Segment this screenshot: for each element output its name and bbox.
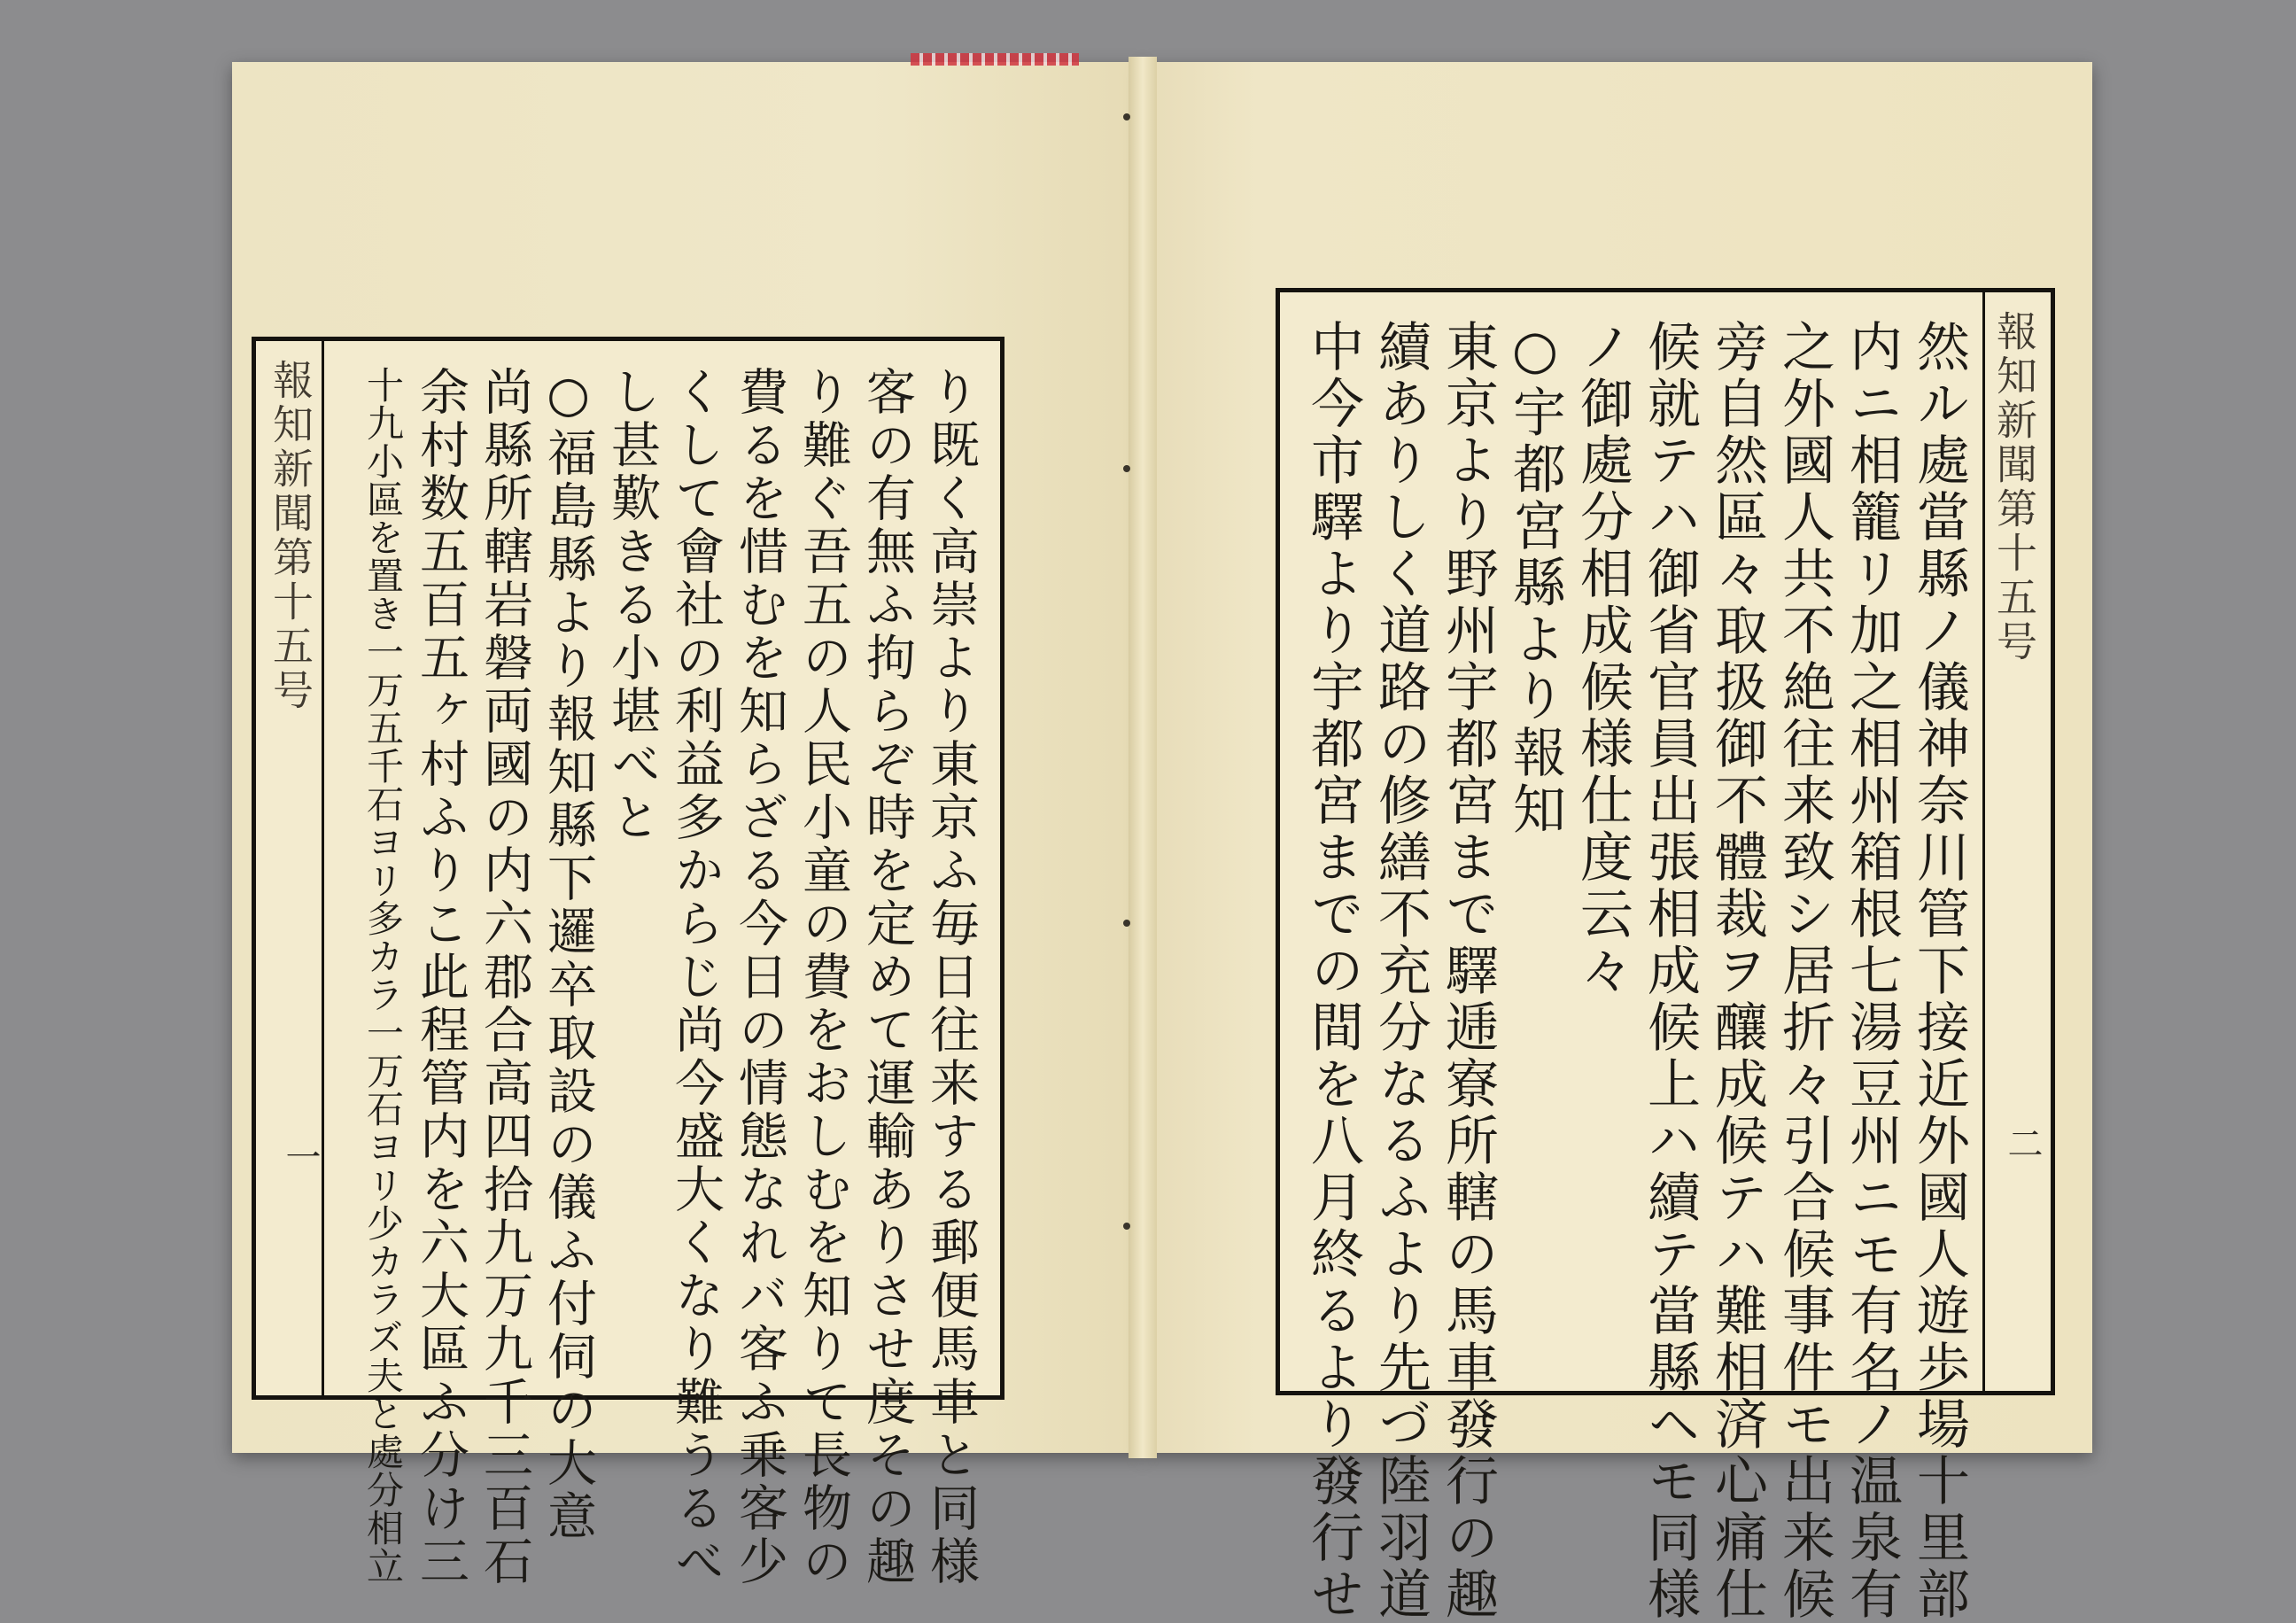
right-column-3: 之外國人共不絶往来致シ居折々引合候事件モ出来候 <box>1773 319 1835 1623</box>
left-masthead: 報知新聞第十五号 <box>267 359 314 713</box>
left-column-6: し甚歎きる小堪べと <box>603 366 661 844</box>
left-column-10: 十九小區を置き一万五千石ヨリ多カラ一万石ヨリ少カラズ夫と處分相立 <box>361 366 405 1585</box>
right-margin-strip <box>1982 292 2044 1391</box>
left-folio: 一 <box>280 1138 321 1174</box>
left-column-2: 客の有無ふ拘らぞ時を定めて運輸ありさせ度その趣 <box>858 366 916 1588</box>
right-text-frame <box>1276 288 2055 1623</box>
right-column-6: ノ御處分相成候様仕度云々 <box>1571 319 1633 999</box>
right-column-2: 内ニ相籠リ加之相州箱根七湯豆州ニモ有名ノ温泉有 <box>1841 319 1903 1623</box>
left-column-8: 尚縣所轄岩磐両國の内六郡合高四拾九万九千三百石 <box>476 366 533 1588</box>
left-column-4: 費るを惜むを知らざる今日の情態なれバ客ふ乗客少 <box>731 366 788 1588</box>
right-column-8: 東京より野州宇都宮まで驛逓寮所轄の馬車發行の趣 <box>1437 319 1499 1623</box>
left-column-9: 余村数五百五ヶ村ふりこ此程管内を六大區ふ分け三 <box>412 366 469 1588</box>
left-margin-strip <box>263 341 324 1395</box>
left-column-7: ○福島縣より報知縣下邏卒取設の儀ふ付伺の大意 <box>539 366 597 1543</box>
right-column-9: 續ありしく道路の修繕不充分なるふより先づ陸羽道 <box>1369 319 1431 1623</box>
left-column-3: り難ぐ吾五の人民小童の費をおしむを知りて長物の <box>795 366 852 1588</box>
right-column-5: 候就テハ御省官員出張相成候上ハ續テ當縣ヘモ同様 <box>1639 319 1701 1623</box>
book-gutter <box>1129 57 1157 1458</box>
stitch-hole <box>1123 1223 1130 1230</box>
stitch-hole <box>1123 465 1130 472</box>
right-column-7: ○宇都宮縣より報知 <box>1504 319 1566 838</box>
right-folio: 二 <box>2002 1125 2043 1161</box>
right-masthead: 報知新聞第十五号 <box>1990 310 2038 664</box>
left-column-5: くして會社の利益多からじ尚今盛大くなり難うるべ <box>667 366 725 1588</box>
stitch-hole <box>1123 113 1130 120</box>
right-column-10: 中今市驛より宇都宮までの間を八月終るより發行せ <box>1302 319 1364 1623</box>
left-text-frame <box>252 337 1004 1588</box>
right-column-4: 旁自然區々取扱御不體裁ヲ釀成候テハ難相済心痛仕 <box>1706 319 1768 1623</box>
left-column-1: り既く高崇より東京ふ毎日往来する郵便馬車と同様 <box>922 366 980 1588</box>
right-column-1: 然ル處當縣ノ儀神奈川管下接近外國人遊歩場十里部 <box>1908 319 1970 1623</box>
stitch-hole <box>1123 920 1130 927</box>
red-seal-mark <box>911 53 1079 66</box>
